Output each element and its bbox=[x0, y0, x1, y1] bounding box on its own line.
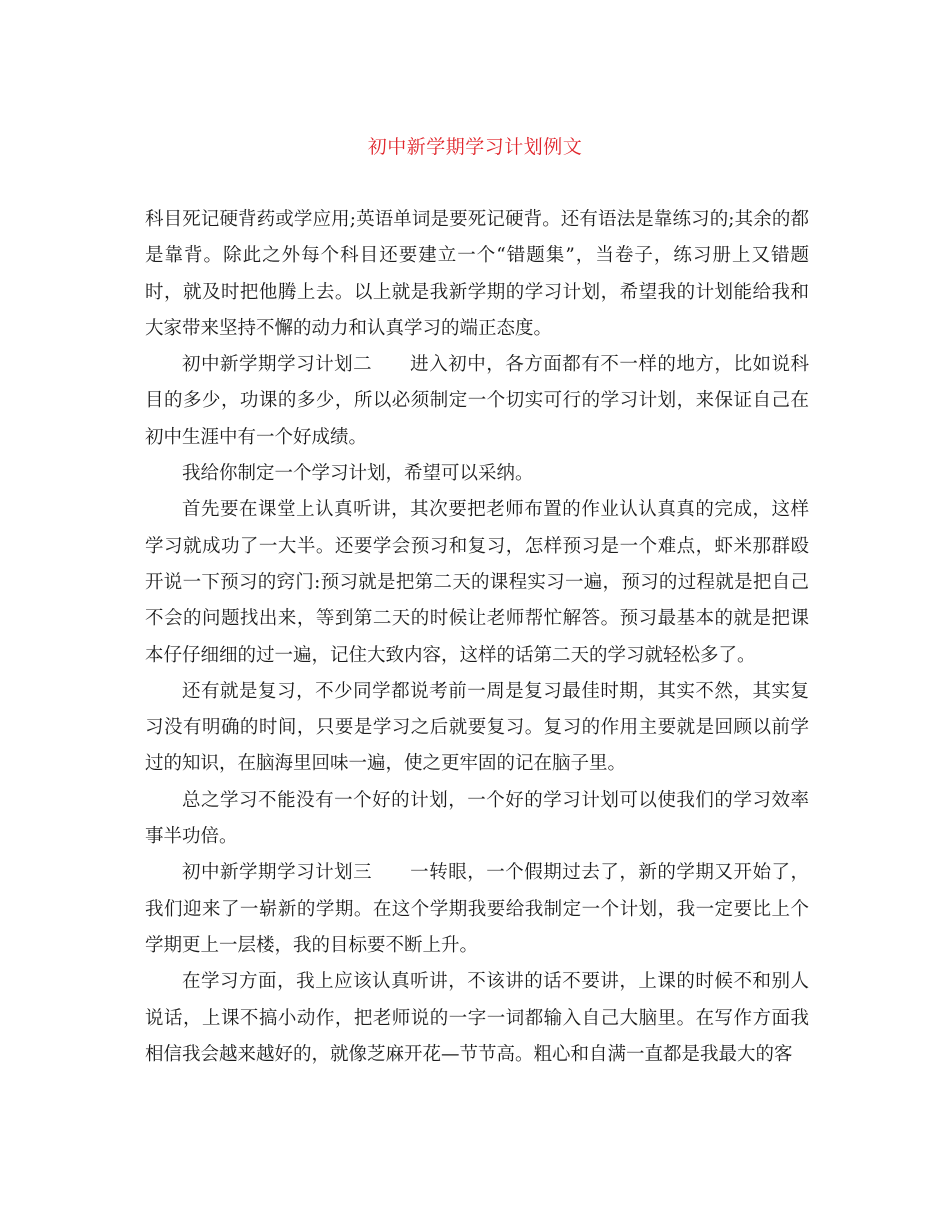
paragraph-4: 首先要在课堂上认真听讲，其次要把老师布置的作业认认真真的完成，这样学习就成功了一大半。还要学会预习和复习，怎样预习是一个难点，虾米那群殴开说一下预习的窍门:预习就是把第二天的课程实习一遍，预习的过程就是把自己不会的问题找出来，等到第二天的时候让老师帮忙解答。预习最基本的就是把课本仔仔细细的过一遍，记住大致内容，这样的话第二天的学习就轻松多了。 bbox=[145, 499, 809, 666]
paragraph-2: 初中新学期学习计划二 进入初中，各方面都有不一样的地方，比如说科目的多少，功课的多少，所以必须制定一个切实可行的学习计划，来保证自己在初中生涯中有一个好成绩。 bbox=[145, 354, 809, 448]
document-body bbox=[145, 202, 809, 1073]
paragraph-1: 科目死记硬背药或学应用;英语单词是要死记硬背。还有语法是靠练习的;其余的都是靠背。除此之外每个科目还要建立一个“错题集”，当卷子，练习册上又错题时，就及时把他腾上去。以上就是我新学期的学习计划，希望我的计划能给我和大家带来坚持不懈的动力和认真学习的端正态度。 bbox=[145, 209, 809, 339]
paragraph-7: 初中新学期学习计划三 一转眼，一个假期过去了，新的学期又开始了，我们迎来了一崭新的学期。在这个学期我要给我制定一个计划，我一定要比上个学期更上一层楼，我的目标要不断上升。 bbox=[145, 862, 809, 956]
paragraph-5: 还有就是复习，不少同学都说考前一周是复习最佳时期，其实不然，其实复习没有明确的时间，只要是学习之后就要复习。复习的作用主要就是回顾以前学过的知识，在脑海里回味一遍，使之更牢固的记在脑子里。 bbox=[145, 680, 809, 775]
document-title: 初中新学期学习计划例文 bbox=[367, 136, 583, 158]
paragraph-6: 总之学习不能没有一个好的计划，一个好的学习计划可以使我们的学习效率事半功倍。 bbox=[145, 789, 809, 848]
paragraph-3: 我给你制定一个学习计划，希望可以采纳。 bbox=[182, 463, 534, 485]
paragraph-8: 在学习方面，我上应该认真听讲，不该讲的话不要讲，上课的时候不和别人说话，上课不搞小动作，把老师说的一字一词都输入自己大脑里。在写作方面我相信我会越来越好的，就像芝麻开花—节节高。粗心和自满一直都是我最大的客 bbox=[145, 971, 809, 1065]
